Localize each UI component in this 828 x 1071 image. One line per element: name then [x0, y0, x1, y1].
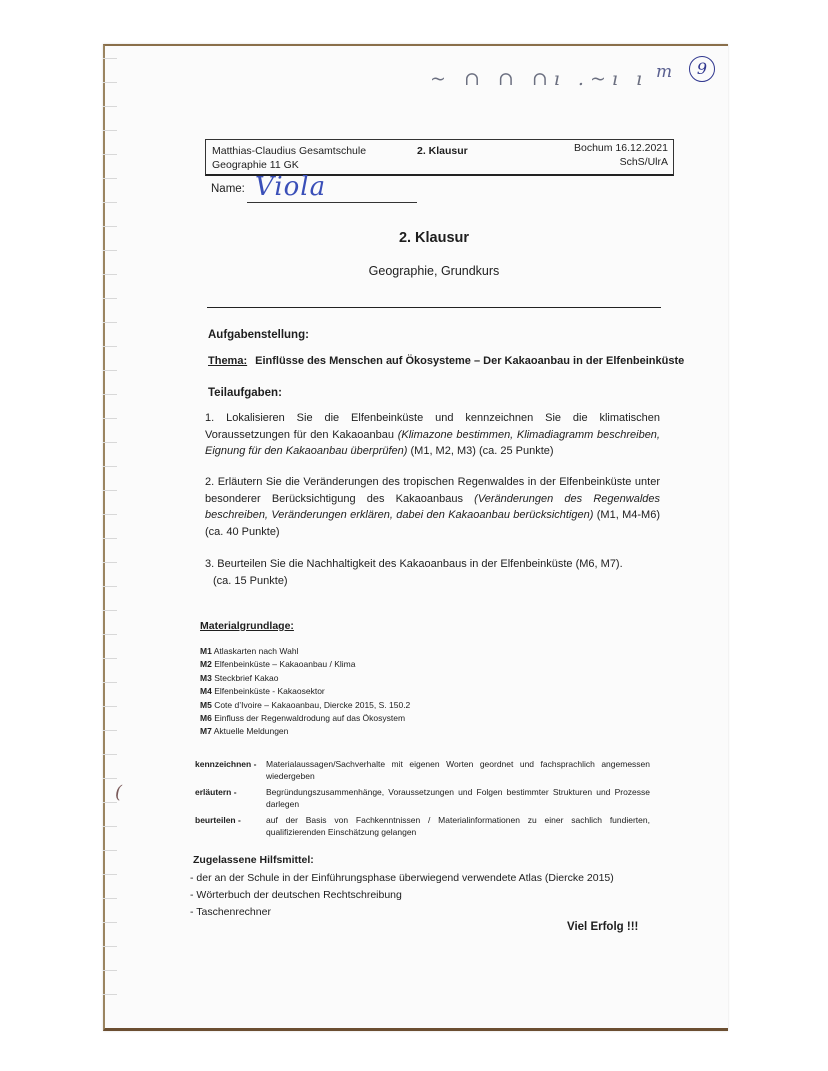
course-name: Geographie 11 GK	[212, 159, 299, 171]
student-name-handwritten: Viola	[255, 172, 327, 202]
binder-ruler	[103, 44, 125, 1026]
ruler-tick	[103, 466, 117, 467]
list-item: M5 Cote d’Ivoire – Kakaoanbau, Diercke 2015, S. 150.2	[200, 699, 411, 710]
subtasks-heading: Teilaufgaben:	[208, 387, 282, 399]
task-hint: (Klimazone bestimmen, Klimadiagramm beschreiben, Eignung für den Kakaoanbau überprüfen)	[205, 428, 660, 457]
aids-heading: Zugelassene Hilfsmittel:	[193, 854, 314, 866]
ruler-tick	[103, 898, 117, 899]
ruler-tick	[103, 394, 117, 395]
list-item: M3 Steckbrief Kakao	[200, 672, 279, 683]
closing-text: Viel Erfolg !!!	[567, 921, 639, 933]
list-item: M1 Atlaskarten nach Wahl	[200, 646, 299, 656]
task-1	[205, 410, 660, 460]
ruler-tick	[103, 538, 117, 539]
operator-desc: Begründungszusammenhänge, Voraussetzungen und Folgen bestimmter Strukturen und Prozesse darlegen	[266, 787, 650, 809]
ruler-tick	[103, 634, 117, 635]
header-exam: 2. Klausur	[417, 145, 468, 157]
place-date: Bochum 16.12.2021	[574, 142, 668, 154]
page-number-circled: 9	[689, 56, 715, 82]
ruler-tick	[103, 418, 117, 419]
operator-row	[195, 814, 650, 838]
ruler-tick	[103, 946, 117, 947]
exam-header	[205, 139, 674, 176]
thema-text: Einflüsse des Menschen auf Ökosysteme – Der Kakaoanbau in der Elfenbeinküste	[255, 355, 685, 367]
ruler-tick	[103, 514, 117, 515]
ruler-tick	[103, 778, 117, 779]
page-subtitle: Geographie, Grundkurs	[368, 264, 500, 278]
task-lead: Erläutern Sie die Veränderungen des tropischen Regenwaldes in der Elfenbeinküste unter besonderer Berücksichtigung des Kakaoanbaus	[205, 476, 661, 505]
divider	[207, 307, 661, 308]
page-title: 2. Klausur	[398, 230, 470, 246]
ruler-tick	[103, 370, 117, 371]
ruler-tick	[103, 562, 117, 563]
list-item: M2 Elfenbeinküste – Kakaoanbau / Klima	[200, 659, 356, 670]
ruler-tick	[103, 994, 117, 995]
task-tail: (ca. 15 Punkte)	[213, 574, 288, 587]
task-number: 3.	[205, 558, 215, 570]
task-3	[205, 556, 660, 589]
ruler-tick	[103, 826, 117, 827]
operator-term: kennzeichnen -	[195, 759, 257, 769]
task-hint: (Veränderungen des Regenwaldes beschreiben, Veränderungen erklären, dabei den Kakaoanbau berücksichtigen)	[205, 492, 660, 521]
task-2	[205, 474, 660, 540]
task-heading: Aufgabenstellung:	[208, 329, 309, 341]
name-line	[247, 202, 417, 203]
ruler-tick	[103, 322, 117, 323]
operator-row	[195, 758, 650, 782]
ruler-tick	[103, 82, 117, 83]
handwritten-mark: m	[656, 62, 673, 82]
materials-list	[200, 645, 410, 739]
ruler-tick	[103, 346, 117, 347]
school-name: Matthias-Claudius Gesamtschule	[212, 145, 367, 157]
ruler-tick	[103, 922, 117, 923]
task-tail: (M1, M4-M6) (ca. 40 Punkte)	[205, 509, 660, 538]
header-right	[574, 141, 668, 169]
aids-list	[190, 870, 614, 921]
list-item: - Taschenrechner	[190, 906, 271, 918]
task-tail: (M1, M2, M3) (ca. 25 Punkte)	[410, 445, 554, 457]
ruler-tick	[103, 682, 117, 683]
ruler-tick	[103, 706, 117, 707]
operator-desc: Materialaussagen/Sachverhalte mit eigenen Worten geordnet und fachsprachlich angemessen wiedergeben	[266, 759, 650, 781]
teachers: SchS/UlrA	[619, 156, 668, 168]
list-item: M4 Elfenbeinküste - Kakaosektor	[200, 686, 325, 697]
list-item: - Wörterbuch der deutschen Rechtschreibung	[190, 889, 402, 901]
ruler-tick	[103, 874, 117, 875]
task-lead: Lokalisieren Sie die Elfenbeinküste und kennzeichnen Sie die klimatischen Voraussetzungen für den Kakaoanbau	[205, 412, 660, 441]
ruler-tick	[103, 442, 117, 443]
list-item: - der an der Schule in der Einführungsphase überwiegend verwendete Atlas (Diercke 2015)	[190, 872, 614, 884]
ruler-tick	[103, 850, 117, 851]
pencil-scribble: ~ ∩ ∩ ∩ı .~ı ı	[430, 68, 649, 90]
ruler-tick	[103, 58, 117, 59]
ruler-tick	[103, 178, 117, 179]
task-lead: Beurteilen Sie die Nachhaltigkeit des Kakaoanbaus in der Elfenbeinküste (M6, M7).	[217, 558, 623, 570]
task-number: 2.	[205, 476, 215, 488]
header-left	[212, 144, 366, 172]
operator-row	[195, 786, 650, 810]
ruler-tick	[103, 490, 117, 491]
ruler-tick	[103, 658, 117, 659]
list-item: M7 Aktuelle Meldungen	[200, 726, 289, 737]
ruler-tick	[103, 730, 117, 731]
thema-label: Thema:	[208, 355, 248, 367]
ruler-tick	[103, 250, 117, 251]
name-label: Name:	[211, 183, 245, 195]
ruler-tick	[103, 970, 117, 971]
margin-mark: (	[115, 782, 123, 803]
ruler-tick	[103, 106, 117, 107]
list-item: M6 Einfluss der Regenwaldrodung auf das Ökosystem	[200, 713, 406, 724]
ruler-tick	[103, 202, 117, 203]
operator-term: erläutern -	[195, 787, 237, 797]
task-number: 1.	[205, 412, 215, 424]
operator-term: beurteilen -	[195, 815, 241, 825]
ruler-tick	[103, 226, 117, 227]
operators-list	[195, 758, 650, 842]
ruler-tick	[103, 298, 117, 299]
materials-heading: Materialgrundlage:	[200, 620, 294, 632]
ruler-tick	[103, 754, 117, 755]
ruler-tick	[103, 130, 117, 131]
ruler-tick	[103, 610, 117, 611]
operator-desc: auf der Basis von Fachkenntnissen / Materialinformationen zu einer sachlich fundierten, qualifizierenden Einschätzung gelangen	[266, 815, 650, 837]
thema-line	[208, 355, 684, 367]
ruler-tick	[103, 154, 117, 155]
ruler-tick	[103, 586, 117, 587]
